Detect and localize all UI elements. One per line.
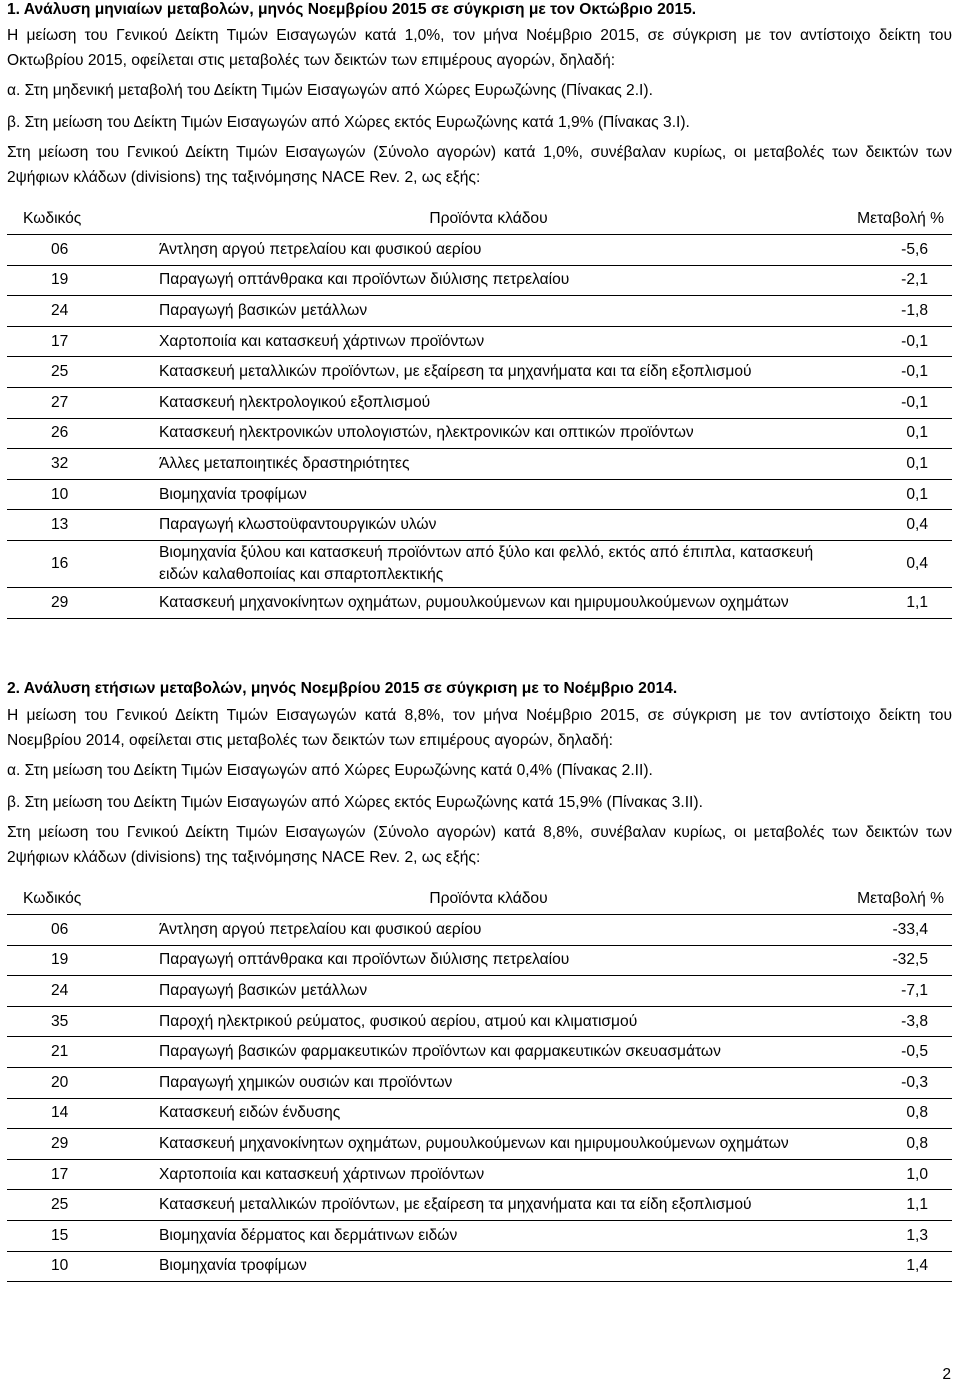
row-product-name: Παροχή ηλεκτρικού ρεύματος, φυσικού αερίου, ατμού και κλιματισμού — [159, 1006, 818, 1037]
row-change-value: -33,4 — [818, 915, 952, 946]
row-product-name: Κατασκευή ηλεκτρολογικού εξοπλισμού — [159, 387, 818, 418]
table-row — [7, 1067, 952, 1098]
row-product-name: Κατασκευή μηχανοκίνητων οχημάτων, ρυμουλκούμενων και ημιρυμουλκούμενων οχημάτων — [159, 587, 818, 618]
row-product-name: Παραγωγή κλωστοϋφαντουργικών υλών — [159, 510, 818, 541]
table-row — [7, 915, 952, 946]
page-number: 2 — [942, 1366, 951, 1383]
row-code: 29 — [7, 1129, 159, 1160]
section-1-title: 1. Ανάλυση μηνιαίων μεταβολών, μηνός Νοεμβρίου 2015 σε σύγκριση με τον Οκτώβριο 2015. — [7, 1, 697, 18]
table-row — [7, 418, 952, 449]
row-change-value: -0,1 — [818, 326, 952, 357]
table-row — [7, 479, 952, 510]
table-row — [7, 510, 952, 541]
row-change-value: 0,1 — [818, 449, 952, 480]
row-change-value: 1,1 — [818, 587, 952, 618]
table-row — [7, 1098, 952, 1129]
header-products: Προϊόντα κλάδου — [159, 884, 818, 915]
row-code: 25 — [7, 357, 159, 388]
table-row — [7, 296, 952, 327]
section-annual — [7, 679, 952, 1282]
row-change-value: 1,0 — [818, 1159, 952, 1190]
table-row — [7, 587, 952, 618]
header-change: Μεταβολή % — [818, 884, 952, 915]
table-row — [7, 1190, 952, 1221]
section-1-point-a: α. Στη μηδενική μεταβολή του Δείκτη Τιμών Εισαγωγών από Χώρες Ευρωζώνης (Πίνακας 2.I). — [7, 82, 653, 99]
table-row — [7, 1037, 952, 1068]
table-row — [7, 326, 952, 357]
row-change-value: 0,1 — [818, 418, 952, 449]
section-2-point-b: β. Στη μείωση του Δείκτη Τιμών Εισαγωγών από Χώρες εκτός Ευρωζώνης κατά 15,9% (Πίνακας 3.II). — [7, 794, 703, 811]
row-product-name: Παραγωγή χημικών ουσιών και προϊόντων — [159, 1067, 818, 1098]
table-row — [7, 1220, 952, 1251]
row-product-name: Κατασκευή μεταλλικών προϊόντων, με εξαίρεση τα μηχανήματα και τα είδη εξοπλισμού — [159, 1190, 818, 1221]
row-product-name: Παραγωγή οπτάνθρακα και προϊόντων διύλισης πετρελαίου — [159, 265, 818, 296]
row-product-name: Χαρτοποιία και κατασκευή χάρτινων προϊόντων — [159, 326, 818, 357]
row-change-value: 1,1 — [818, 1190, 952, 1221]
row-code: 20 — [7, 1067, 159, 1098]
row-change-value: 0,8 — [818, 1098, 952, 1129]
section-2-title: 2. Ανάλυση ετήσιων μεταβολών, μηνός Νοεμβρίου 2015 σε σύγκριση με το Νοέμβριο 2014. — [7, 680, 678, 697]
section-1-point-b: β. Στη μείωση του Δείκτη Τιμών Εισαγωγών από Χώρες εκτός Ευρωζώνης κατά 1,9% (Πίνακας 3.I). — [7, 114, 690, 131]
row-product-name: Βιομηχανία τροφίμων — [159, 479, 818, 510]
section-2-summary: Στη μείωση του Γενικού Δείκτη Τιμών Εισαγωγών (Σύνολο αγορών) κατά 8,8%, συνέβαλαν κυρίως, οι μεταβολές των δεικτών των 2ψήφιων κλάδων (divisions) της ταξινόμησης NACE Rev. 2, ως εξής: — [7, 824, 952, 866]
row-product-name: Παραγωγή βασικών φαρμακευτικών προϊόντων και φαρμακευτικών σκευασμάτων — [159, 1037, 818, 1068]
row-change-value: -2,1 — [818, 265, 952, 296]
section-2-intro: Η μείωση του Γενικού Δείκτη Τιμών Εισαγωγών κατά 8,8%, τον μήνα Νοέμβριο 2015, σε σύγκριση με τον αντίστοιχο δείκτη του Νοεμβρίου 2014, οφείλεται στις μεταβολές των δεικτών των επιμέρους αγορών, δηλαδή: — [7, 707, 952, 749]
table-row — [7, 357, 952, 388]
header-change: Μεταβολή % — [818, 204, 952, 235]
row-code: 27 — [7, 387, 159, 418]
header-products: Προϊόντα κλάδου — [159, 204, 818, 235]
row-change-value: -0,5 — [818, 1037, 952, 1068]
table-row — [7, 945, 952, 976]
row-change-value: -0,3 — [818, 1067, 952, 1098]
row-product-name: Παραγωγή οπτάνθρακα και προϊόντων διύλισης πετρελαίου — [159, 945, 818, 976]
row-product-name: Βιομηχανία ξύλου και κατασκευή προϊόντων από ξύλο και φελλό, εκτός από έπιπλα, κατασκευή ειδών καλαθοποιίας και σπαρτοπλεκτικής — [159, 540, 818, 587]
row-product-name: Χαρτοποιία και κατασκευή χάρτινων προϊόντων — [159, 1159, 818, 1190]
table-row — [7, 449, 952, 480]
row-code: 19 — [7, 265, 159, 296]
row-change-value: -5,6 — [818, 235, 952, 266]
row-code: 25 — [7, 1190, 159, 1221]
row-product-name: Κατασκευή ειδών ένδυσης — [159, 1098, 818, 1129]
row-change-value: 0,4 — [818, 510, 952, 541]
row-code: 21 — [7, 1037, 159, 1068]
row-change-value: -0,1 — [818, 387, 952, 418]
row-change-value: 0,1 — [818, 479, 952, 510]
section-1-summary: Στη μείωση του Γενικού Δείκτη Τιμών Εισαγωγών (Σύνολο αγορών) κατά 1,0%, συνέβαλαν κυρίως, οι μεταβολές των δεικτών των 2ψήφιων κλάδων (divisions) της ταξινόμησης NACE Rev. 2, ως εξής: — [7, 144, 952, 186]
table-row — [7, 235, 952, 266]
row-product-name: Παραγωγή βασικών μετάλλων — [159, 976, 818, 1007]
row-product-name: Άντληση αργού πετρελαίου και φυσικού αερίου — [159, 235, 818, 266]
row-code: 15 — [7, 1220, 159, 1251]
row-code: 13 — [7, 510, 159, 541]
row-change-value: 0,8 — [818, 1129, 952, 1160]
row-product-name: Άντληση αργού πετρελαίου και φυσικού αερίου — [159, 915, 818, 946]
row-code: 17 — [7, 1159, 159, 1190]
row-product-name: Κατασκευή ηλεκτρονικών υπολογιστών, ηλεκτρονικών και οπτικών προϊόντων — [159, 418, 818, 449]
row-product-name: Άλλες μεταποιητικές δραστηριότητες — [159, 449, 818, 480]
table-row — [7, 387, 952, 418]
row-code: 06 — [7, 235, 159, 266]
table-row — [7, 265, 952, 296]
section-1-intro: Η μείωση του Γενικού Δείκτη Τιμών Εισαγωγών κατά 1,0%, τον μήνα Νοέμβριο 2015, σε σύγκριση με τον αντίστοιχο δείκτη του Οκτωβρίου 2015, οφείλεται στις μεταβολές των δεικτών των επιμέρους αγορών, δηλαδή: — [7, 27, 952, 69]
row-code: 24 — [7, 976, 159, 1007]
annual-changes-table — [7, 884, 952, 1282]
monthly-changes-table — [7, 204, 952, 619]
row-change-value: -32,5 — [818, 945, 952, 976]
row-code: 14 — [7, 1098, 159, 1129]
row-change-value: -7,1 — [818, 976, 952, 1007]
table-row — [7, 1129, 952, 1160]
row-change-value: 1,3 — [818, 1220, 952, 1251]
row-product-name: Παραγωγή βασικών μετάλλων — [159, 296, 818, 327]
table-header-row — [7, 204, 952, 235]
section-2-point-a: α. Στη μείωση του Δείκτη Τιμών Εισαγωγών από Χώρες Ευρωζώνης κατά 0,4% (Πίνακας 2.II). — [7, 762, 653, 779]
row-code: 32 — [7, 449, 159, 480]
header-code: Κωδικός — [7, 204, 159, 235]
table-row — [7, 1159, 952, 1190]
row-code: 26 — [7, 418, 159, 449]
row-code: 35 — [7, 1006, 159, 1037]
row-code: 10 — [7, 1251, 159, 1282]
row-change-value: 0,4 — [818, 540, 952, 587]
row-code: 24 — [7, 296, 159, 327]
row-code: 10 — [7, 479, 159, 510]
row-code: 17 — [7, 326, 159, 357]
row-product-name: Βιομηχανία τροφίμων — [159, 1251, 818, 1282]
row-code: 19 — [7, 945, 159, 976]
header-code: Κωδικός — [7, 884, 159, 915]
row-change-value: -1,8 — [818, 296, 952, 327]
table-row — [7, 1006, 952, 1037]
row-code: 06 — [7, 915, 159, 946]
row-code: 16 — [7, 540, 159, 587]
row-change-value: -3,8 — [818, 1006, 952, 1037]
table-header-row — [7, 884, 952, 915]
row-change-value: 1,4 — [818, 1251, 952, 1282]
row-code: 29 — [7, 587, 159, 618]
table-row — [7, 540, 952, 587]
row-product-name: Κατασκευή μηχανοκίνητων οχημάτων, ρυμουλκούμενων και ημιρυμουλκούμενων οχημάτων — [159, 1129, 818, 1160]
section-monthly — [7, 0, 952, 619]
row-change-value: -0,1 — [818, 357, 952, 388]
table-row — [7, 1251, 952, 1282]
row-product-name: Κατασκευή μεταλλικών προϊόντων, με εξαίρεση τα μηχανήματα και τα είδη εξοπλισμού — [159, 357, 818, 388]
table-row — [7, 976, 952, 1007]
row-product-name: Βιομηχανία δέρματος και δερμάτινων ειδών — [159, 1220, 818, 1251]
